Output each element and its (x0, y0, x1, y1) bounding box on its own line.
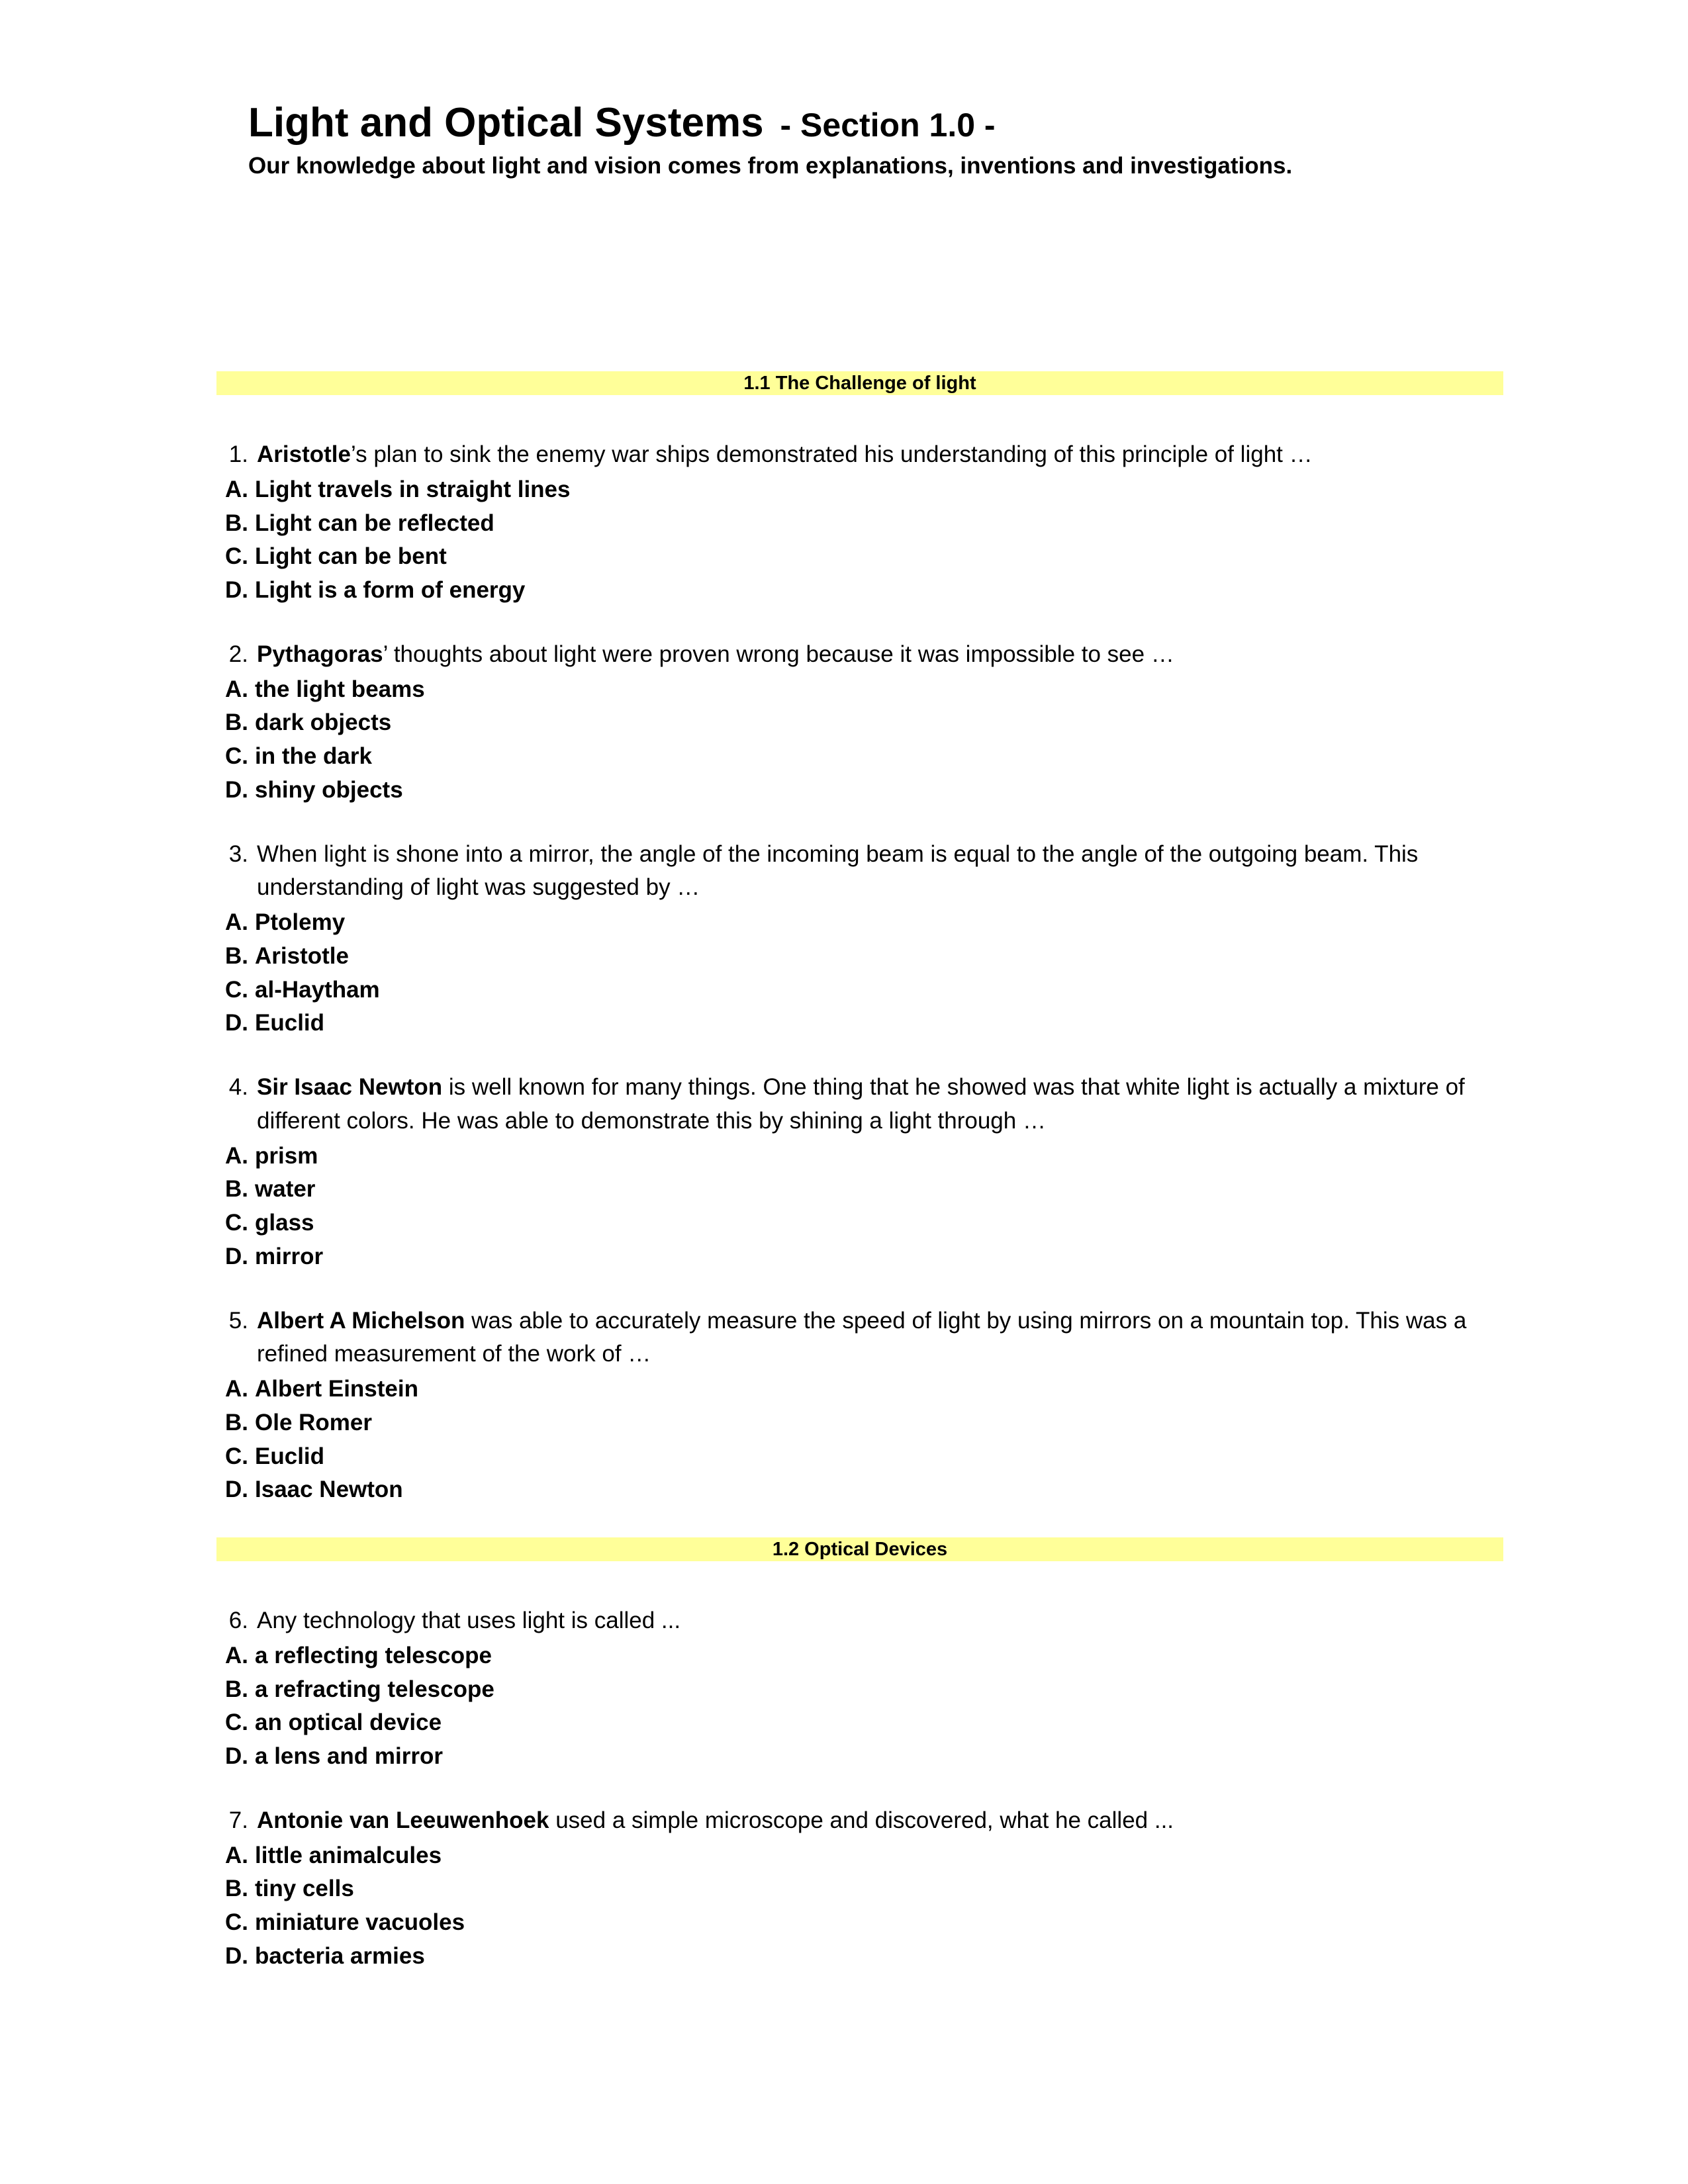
question-block (216, 638, 1503, 807)
option-letter: A. (225, 476, 248, 502)
question-stem (216, 838, 1503, 905)
answer-option (216, 1240, 1503, 1274)
option-text: Light is a form of energy (255, 577, 526, 603)
question-text (257, 1804, 1503, 1838)
option-text: dark objects (255, 709, 392, 736)
question-lead-bold: Antonie van Leeuwenhoek (257, 1807, 549, 1833)
question-number: 5. (228, 1307, 248, 1334)
option-text: Euclid (255, 1010, 325, 1036)
answer-option (216, 574, 1503, 608)
answer-option (216, 1872, 1503, 1906)
page-title-suffix: - Section 1.0 - (780, 107, 996, 144)
answer-option (216, 706, 1503, 740)
option-letter: D. (225, 577, 248, 603)
questions-container (216, 1604, 1503, 1974)
option-letter: D. (225, 776, 248, 803)
option-letter: B. (225, 1409, 248, 1435)
question-stem (216, 438, 1503, 472)
question-text (257, 638, 1503, 672)
option-text: Light travels in straight lines (255, 476, 571, 502)
option-text: Euclid (255, 1443, 325, 1469)
option-letter: C. (225, 1210, 248, 1236)
options-list (216, 1373, 1503, 1507)
option-letter: D. (225, 1010, 248, 1036)
question-number: 4. (228, 1074, 248, 1100)
option-text: bacteria armies (255, 1942, 425, 1969)
option-text: Isaac Newton (255, 1477, 403, 1503)
answer-option (216, 1440, 1503, 1474)
options-list (216, 1839, 1503, 1974)
option-letter: B. (225, 1876, 248, 1902)
answer-option (216, 1706, 1503, 1740)
option-text: Light can be bent (255, 543, 447, 570)
answer-option (216, 1373, 1503, 1406)
question-number: 6. (228, 1608, 248, 1633)
answer-option (216, 740, 1503, 774)
answer-option (216, 1940, 1503, 1974)
page-title (248, 99, 1503, 146)
option-letter: C. (225, 976, 248, 1003)
question-number: 7. (228, 1807, 248, 1833)
page-title-main: Light and Optical Systems (248, 100, 764, 146)
answer-option (216, 1007, 1503, 1040)
question-lead-bold: Albert A Michelson (257, 1307, 465, 1334)
option-letter: A. (225, 676, 248, 702)
option-letter: B. (225, 510, 248, 536)
option-text: Aristotle (255, 942, 349, 969)
option-letter: C. (225, 543, 248, 570)
question-text (257, 838, 1503, 905)
option-letter: C. (225, 1909, 248, 1935)
option-text: Light can be reflected (255, 510, 494, 536)
question-stem-text: was able to accurately measure the speed of light by using mirrors on a mountain top. This was a refined measurement of the work of … (257, 1307, 1467, 1367)
answer-option (216, 1839, 1503, 1873)
option-text: Ptolemy (255, 909, 346, 935)
answer-option (216, 1406, 1503, 1440)
option-text: an optical device (255, 1709, 442, 1736)
answer-option (216, 540, 1503, 574)
answer-option (216, 906, 1503, 940)
option-letter: D. (225, 1243, 248, 1269)
option-text: al-Haytham (255, 976, 380, 1003)
question-text (257, 438, 1503, 472)
options-list (216, 1140, 1503, 1274)
answer-option (216, 1906, 1503, 1940)
option-text: Ole Romer (255, 1409, 372, 1435)
section-header: 1.1 The Challenge of light (216, 371, 1503, 395)
question-block (216, 1304, 1503, 1508)
question-block (216, 438, 1503, 608)
question-stem-text: used a simple microscope and discovered, what he called ... (549, 1807, 1174, 1833)
question-number: 1. (228, 441, 248, 467)
options-list (216, 473, 1503, 608)
option-letter: C. (225, 1443, 248, 1469)
option-letter: A. (225, 1142, 248, 1169)
question-block (216, 1804, 1503, 1974)
option-letter: C. (225, 1709, 248, 1736)
answer-option (216, 1206, 1503, 1240)
question-text (257, 1604, 1503, 1638)
option-letter: A. (225, 909, 248, 935)
option-text: prism (255, 1142, 318, 1169)
answer-option (216, 1140, 1503, 1173)
section-header: 1.2 Optical Devices (216, 1537, 1503, 1561)
answer-option (216, 774, 1503, 807)
option-letter: A. (225, 1376, 248, 1402)
options-list (216, 1639, 1503, 1774)
answer-option (216, 940, 1503, 974)
option-text: tiny cells (255, 1876, 354, 1902)
option-text: miniature vacuoles (255, 1909, 465, 1935)
option-text: a refracting telescope (255, 1676, 494, 1702)
answer-option (216, 1740, 1503, 1774)
sections-container (216, 371, 1503, 1974)
page-subtitle: Our knowledge about light and vision comes from explanations, inventions and investigations. (248, 153, 1293, 179)
options-list (216, 906, 1503, 1040)
option-letter: C. (225, 743, 248, 769)
option-text: little animalcules (255, 1842, 442, 1868)
question-stem (216, 1071, 1503, 1138)
option-letter: D. (225, 1477, 248, 1503)
option-letter: D. (225, 1743, 248, 1769)
option-text: in the dark (255, 743, 372, 769)
answer-option (216, 673, 1503, 707)
question-text (257, 1304, 1503, 1372)
option-text: water (255, 1176, 316, 1203)
question-number: 3. (228, 841, 248, 867)
option-letter: B. (225, 1176, 248, 1203)
question-stem-text: When light is shone into a mirror, the angle of the incoming beam is equal to the angle of the outgoing beam. This understanding of light was suggested by … (257, 841, 1419, 901)
answer-option (216, 1673, 1503, 1707)
option-letter: D. (225, 1942, 248, 1969)
answer-option (216, 507, 1503, 541)
question-lead-bold: Sir Isaac Newton (257, 1074, 443, 1100)
question-stem-text: Any technology that uses light is called ... (257, 1608, 681, 1633)
question-number: 2. (228, 641, 248, 667)
option-letter: B. (225, 1676, 248, 1702)
answer-option (216, 974, 1503, 1007)
question-block (216, 1604, 1503, 1774)
answer-option (216, 1473, 1503, 1507)
option-text: glass (255, 1210, 314, 1236)
question-lead-bold: Pythagoras (257, 641, 383, 667)
question-stem (216, 1304, 1503, 1372)
questions-container (216, 438, 1503, 1507)
option-text: Albert Einstein (255, 1376, 418, 1402)
quiz-section (216, 371, 1503, 1507)
options-list (216, 673, 1503, 807)
answer-option (216, 1173, 1503, 1206)
option-text: the light beams (255, 676, 425, 702)
question-stem (216, 638, 1503, 672)
question-stem-text: is well known for many things. One thing that he showed was that white light is actually a mixture of different colors. He was able to demonstrate this by shining a light through … (257, 1074, 1465, 1134)
option-text: a reflecting telescope (255, 1642, 492, 1668)
option-letter: B. (225, 709, 248, 736)
question-lead-bold: Aristotle (257, 441, 351, 467)
option-text: shiny objects (255, 776, 403, 803)
option-text: a lens and mirror (255, 1743, 443, 1769)
question-stem-text: ’ thoughts about light were proven wrong because it was impossible to see … (383, 641, 1174, 667)
answer-option (216, 473, 1503, 507)
option-text: mirror (255, 1243, 324, 1269)
question-stem (216, 1804, 1503, 1838)
question-stem-text: ’s plan to sink the enemy war ships demonstrated his understanding of this principle of light … (350, 441, 1313, 467)
question-text (257, 1071, 1503, 1138)
option-letter: A. (225, 1642, 248, 1668)
option-letter: B. (225, 942, 248, 969)
option-letter: A. (225, 1842, 248, 1868)
question-block (216, 838, 1503, 1041)
question-block (216, 1071, 1503, 1274)
quiz-section (216, 1537, 1503, 1974)
answer-option (216, 1639, 1503, 1673)
question-stem (216, 1604, 1503, 1638)
